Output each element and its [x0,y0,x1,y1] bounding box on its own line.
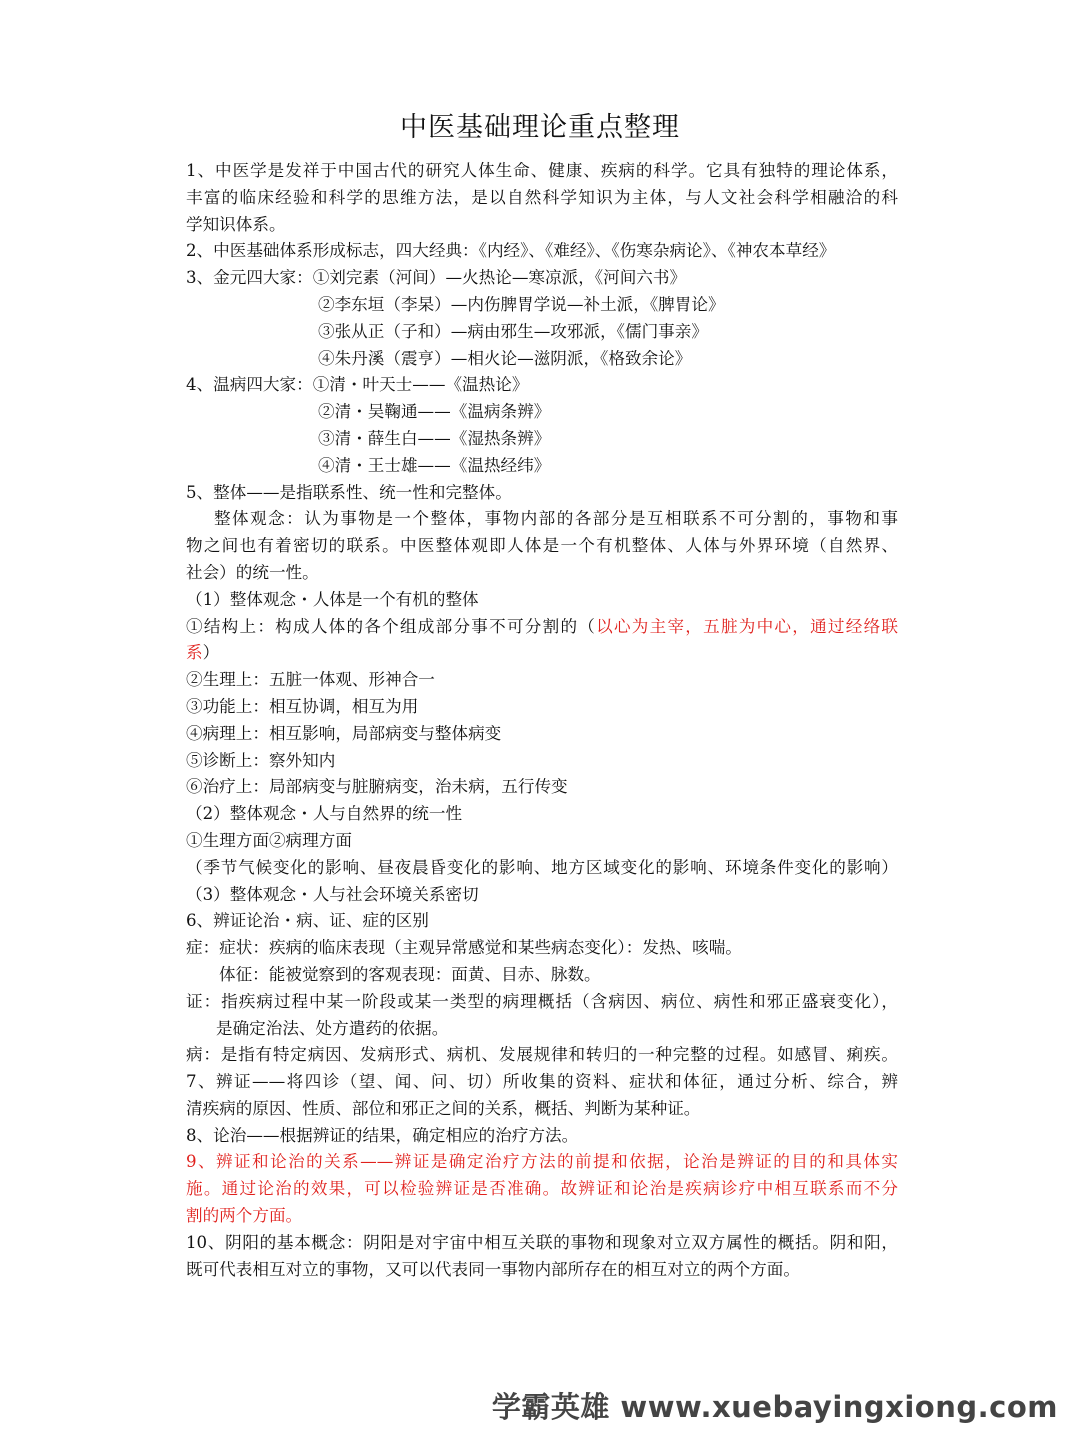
paragraph-line: 既可代表相互对立的事物，又可以代表同一事物内部所存在的相互对立的两个方面。 [186,1259,800,1279]
paragraph-line: 丰富的临床经验和科学的思维方法，是以自然科学知识为主体，与人文社会科学相融洽的科 [186,187,898,207]
paragraph-line: ⑥治疗上：局部病变与脏腑病变，治未病，五行传变 [186,777,568,797]
paragraph-line: 5、整体——是指联系性、统一性和完整体。 [186,482,512,502]
document-body [186,158,898,1283]
paragraph-line: （2）整体观念・人与自然界的统一性 [186,804,463,824]
paragraph-line: ④病理上：相互影响，局部病变与整体病变 [186,723,502,743]
paragraph-line: （季节气候变化的影响、昼夜晨昏变化的影响、地方区域变化的影响、环境条件变化的影响） [186,857,898,877]
paragraph-line: 病：是指有特定病因、发病形式、病机、发展规律和转归的一种完整的过程。如感冒、痢疾。 [186,1045,898,1065]
paragraph-line: ②生理上：五脏一体观、形神合一 [186,670,435,690]
paragraph-line: 3、金元四大家：①刘完素（河间）—火热论—寒凉派，《河间六书》 [186,268,687,288]
highlight-paragraph-line: 割的两个方面。 [186,1206,303,1226]
paragraph-line: ③张从正（子和）—病由邪生—攻邪派，《儒门事亲》 [318,321,708,341]
paragraph-line: 学知识体系。 [186,214,286,234]
paragraph-line: 6、辨证论治・病、证、症的区别 [186,911,429,931]
paragraph-line: ②清・吴鞠通——《温病条辨》 [318,402,551,422]
paragraph-line: 证：指疾病过程中某一阶段或某一类型的病理概括（含病因、病位、病性和邪正盛衰变化）， [186,991,898,1011]
paragraph-line: ④清・王士雄——《温热经纬》 [318,455,551,475]
page-title: 中医基础理论重点整理 [400,112,680,143]
paragraph-line: （1）整体观念・人体是一个有机的整体 [186,589,479,609]
paragraph-line: 症：症状：疾病的临床表现（主观异常感觉和某些病态变化）：发热、咳喘。 [186,938,742,958]
paragraph-line: 社会）的统一性。 [186,562,319,582]
paragraph-line: ⑤诊断上：察外知内 [186,750,336,770]
paragraph-line: 清疾病的原因、性质、部位和邪正之间的关系，概括、判断为某种证。 [186,1098,701,1118]
highlight-paragraph-line: 9、辨证和论治的关系——辨证是确定治疗方法的前提和依据，论治是辨证的目的和具体实 [186,1152,898,1172]
watermark: 学霸英雄 www.xuebayingxiong.com [491,1390,1058,1424]
line-text: ①结构上：构成人体的各个组成部分事不可分割的（ [186,616,597,636]
paragraph-line [186,640,898,667]
paragraph-line: ③清・薛生白——《湿热条辨》 [318,428,551,448]
highlight-paragraph-line: 施。通过论治的效果，可以检验辨证是否准确。故辨证和论治是疾病诊疗中相互联系而不分 [186,1179,898,1199]
paragraph-line: 体征：能被觉察到的客观表现：面黄、目赤、脉数。 [219,964,601,984]
paragraph-line [186,614,898,641]
paragraph-line: 7、辨证——将四诊（望、闻、问、切）所收集的资料、症状和体征，通过分析、综合，辨 [186,1072,898,1092]
paragraph-line: 4、温病四大家：①清・叶天士——《温热论》 [186,375,529,395]
paragraph-line: ①生理方面②病理方面 [186,830,352,850]
paragraph-line: （3）整体观念・人与社会环境关系密切 [186,884,479,904]
paragraph-line: 1、中医学是发祥于中国古代的研究人体生命、健康、疾病的科学。它具有独特的理论体系， [186,161,898,180]
paragraph-line: 2、中医基础体系形成标志，四大经典：《内经》、《难经》、《伤寒杂病论》、《神农本草经》 [186,241,836,261]
paragraph-line: ②李东垣（李杲）—内伤脾胃学说—补土派，《脾胃论》 [318,294,725,314]
line-text: ） [202,643,220,663]
paragraph-line: 物之间也有着密切的联系。中医整体观即人体是一个有机整体、人体与外界环境（自然界、 [186,536,898,556]
paragraph-line: ③功能上：相互协调，相互为用 [186,696,419,716]
highlight-text: 系 [186,643,203,663]
paragraph-line: 整体观念：认为事物是一个整体，事物内部的各部分是互相联系不可分割的，事物和事 [214,509,898,529]
paragraph-line: ④朱丹溪（震亨）—相火论—滋阴派，《格致余论》 [318,348,692,368]
paragraph-line: 10、阴阳的基本概念：阴阳是对宇宙中相互关联的事物和现象对立双方属性的概括。阴和阳， [186,1232,898,1252]
paragraph-line: 是确定治法、处方遣药的依据。 [216,1018,449,1038]
highlight-text: 以心为主宰，五脏为中心，通过经络联 [596,616,899,636]
paragraph-line: 8、论治——根据辨证的结果，确定相应的治疗方法。 [186,1125,579,1145]
